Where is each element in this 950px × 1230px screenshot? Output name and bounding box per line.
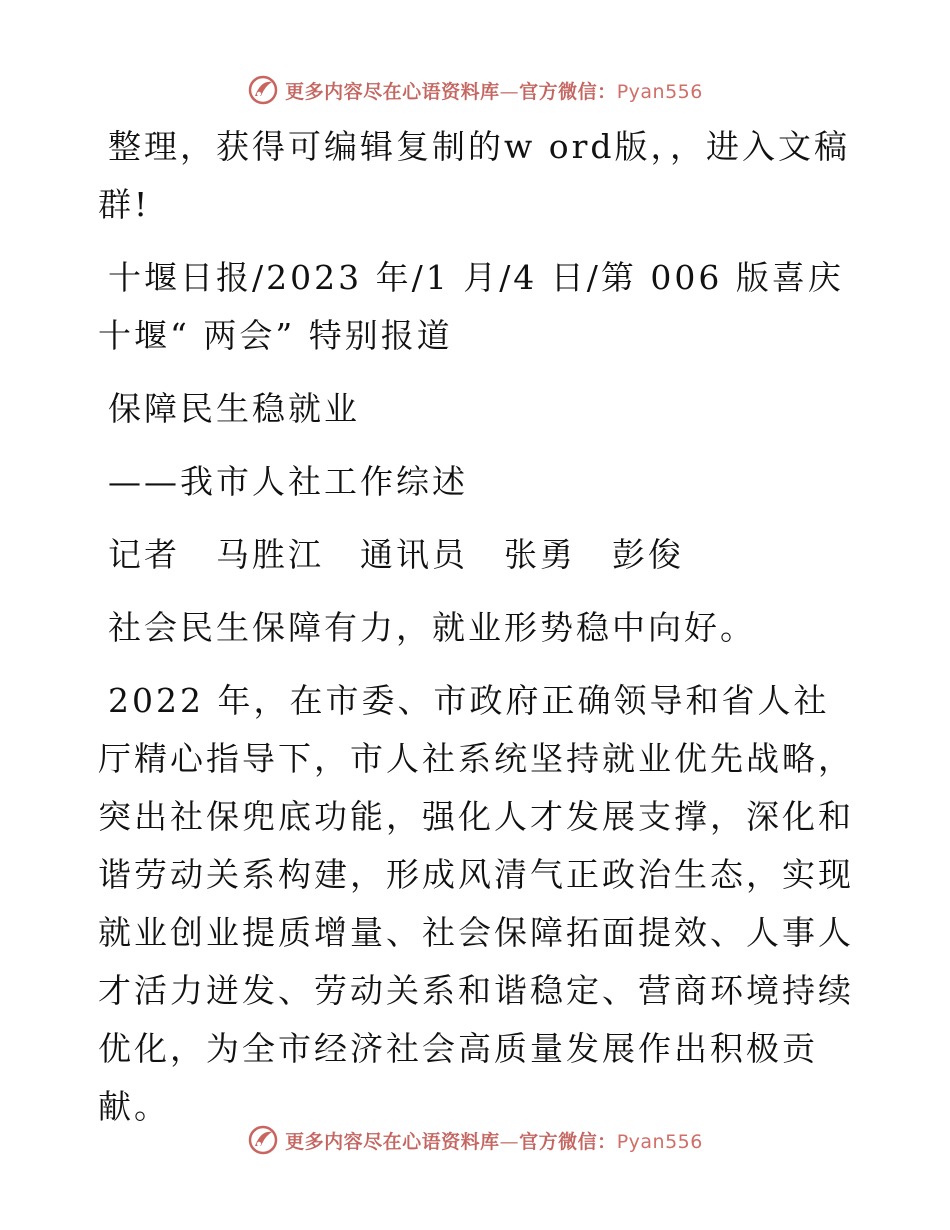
watermark-text <box>285 1127 703 1154</box>
brand-logo-icon <box>247 1124 279 1156</box>
watermark-main: 更多内容尽在心语资料库 <box>285 80 500 103</box>
paragraph-source: 十堰日报/2023 年/1 月/4 日/第 006 版喜庆十堰“ 两会” 特别报道 <box>98 258 844 355</box>
paragraph-intro: 整理，获得可编辑复制的w ord版，，进入文稿群! <box>98 127 851 224</box>
article-title: 保障民生稳就业 <box>108 389 360 428</box>
watermark-suffix: 官方微信： <box>519 1130 617 1153</box>
paragraph-body: 2022 年，在市委、市政府正确领导和省人社厅精心指导下，市人社系统坚持就业优先战略，突出社保兜底功能，强化人才发展支撑，深化和谐劳动关系构建，形成风清气正政治生态，实现就业创业提质增量、社会保障拓面提效、人事人才活力迸发、劳动关系和谐稳定、营商环境持续优化，为全市经济社会高质量发展作出积极贡献。 <box>98 681 854 1126</box>
brand-logo-icon <box>247 74 279 106</box>
watermark-account: Pyan556 <box>616 80 703 103</box>
watermark-text <box>285 77 703 104</box>
watermark-suffix: 官方微信： <box>519 80 617 103</box>
watermark-dash: — <box>499 80 520 103</box>
footer-watermark <box>0 1120 950 1160</box>
header-watermark <box>0 70 950 110</box>
watermark-dash: — <box>499 1130 520 1153</box>
article-byline: 记者 马胜江 通讯员 张勇 彭俊 <box>108 535 684 574</box>
watermark-account: Pyan556 <box>616 1130 703 1153</box>
watermark-main: 更多内容尽在心语资料库 <box>285 1130 500 1153</box>
paragraph-lead: 社会民生保障有力，就业形势稳中向好。 <box>108 608 756 647</box>
article-subtitle: ——我市人社工作综述 <box>108 462 468 501</box>
document-body <box>98 118 858 1151</box>
